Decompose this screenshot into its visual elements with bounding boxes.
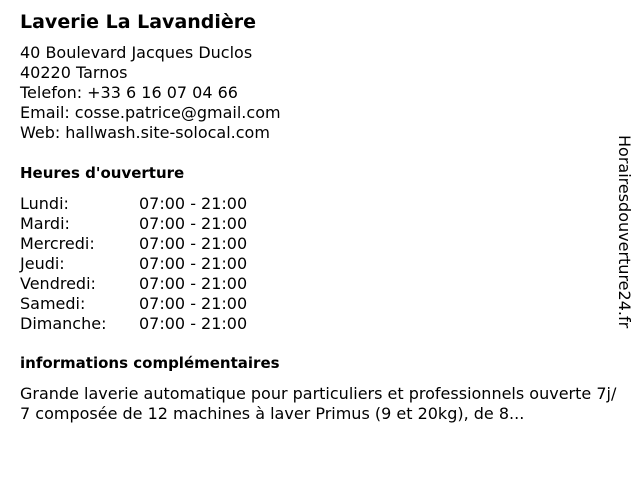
time-range: 07:00 - 21:00 <box>139 314 248 333</box>
day-label: Samedi: <box>20 294 86 313</box>
day-label: Lundi: <box>20 194 69 213</box>
web-label: Web: <box>20 123 61 142</box>
phone-line <box>20 83 281 103</box>
site-watermark <box>614 135 634 345</box>
time-range: 07:00 - 21:00 <box>139 254 248 273</box>
day-label: Dimanche: <box>20 314 107 333</box>
address-city: 40220 Tarnos <box>20 63 128 82</box>
website-link[interactable]: hallwash.site-solocal.com <box>65 123 270 142</box>
time-range: 07:00 - 21:00 <box>139 234 248 253</box>
phone-number[interactable]: +33 6 16 07 04 66 <box>87 83 238 102</box>
day-label: Vendredi: <box>20 274 96 293</box>
day-label: Mardi: <box>20 214 70 233</box>
web-line <box>20 123 281 143</box>
additional-info-heading: informations complémentaires <box>20 354 280 372</box>
time-range: 07:00 - 21:00 <box>139 214 248 233</box>
day-label: Mercredi: <box>20 234 95 253</box>
time-range: 07:00 - 21:00 <box>139 294 248 313</box>
email-link[interactable]: cosse.patrice@gmail.com <box>74 103 281 122</box>
email-line <box>20 103 281 123</box>
watermark-text: Horairesdouverture24.fr <box>615 135 634 329</box>
address-street: 40 Boulevard Jacques Duclos <box>20 43 253 62</box>
day-label: Jeudi: <box>20 254 65 273</box>
business-title: Laverie La Lavandière <box>20 11 257 33</box>
additional-info-text: Grande laverie automatique pour particuliers et professionnels ouverte 7j/7 composée de 12 machines à laver Primus (9 et 20kg), de 8... <box>20 384 617 423</box>
time-range: 07:00 - 21:00 <box>139 274 248 293</box>
phone-label: Telefon: <box>20 83 83 102</box>
time-range: 07:00 - 21:00 <box>139 194 248 213</box>
opening-hours-heading: Heures d'ouverture <box>20 164 185 182</box>
contact-block <box>20 43 281 143</box>
email-label: Email: <box>20 103 70 122</box>
